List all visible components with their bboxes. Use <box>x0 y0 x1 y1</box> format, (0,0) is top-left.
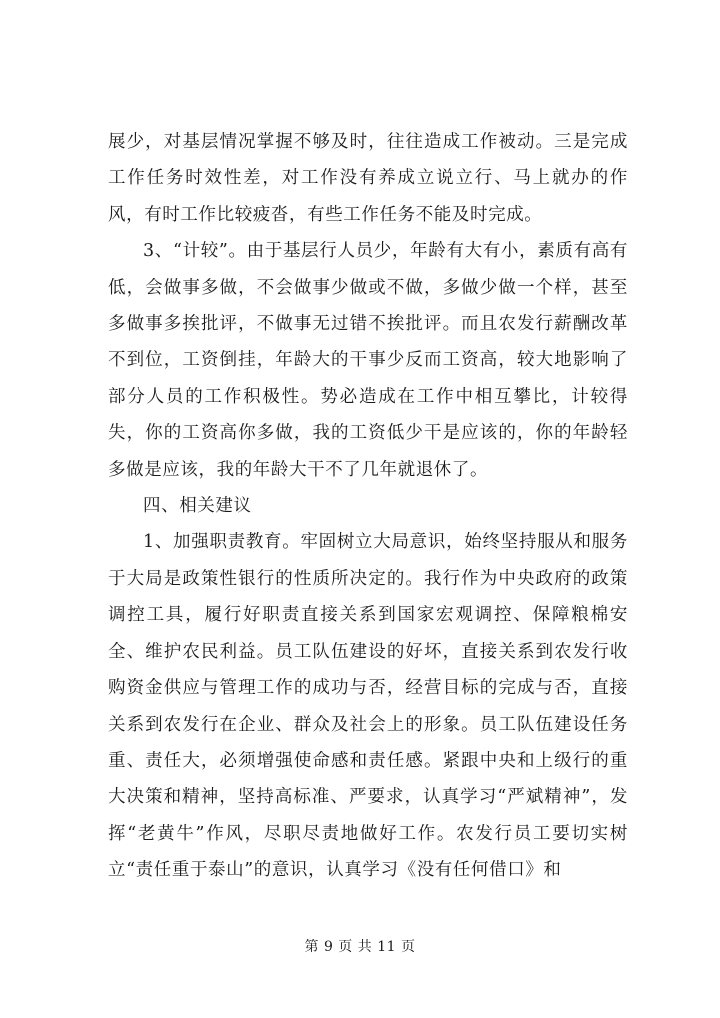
paragraph-1: 展少，对基层情况掌握不够及时，往往造成工作被动。三是完成工作任务时效性差，对工作没有养成立说立行、马上就办的作风，有时工作比较疲沓，有些工作任务不能及时完成。 <box>108 132 628 225</box>
paragraph-2: 3、“计较”。由于基层行人员少，年龄有大有小，素质有高有低，会做事多做，不会做事少做或不做，多做少做一个样，甚至多做事多挨批评，不做事无过错不挨批评。而且农发行薪酬改革不到位，工资倒挂，年龄大的干事少反而工资高，较大地影响了部分人员的工作积极性。势必造成在工作中相互攀比，计较得失，你的工资高你多做，我的工资低少干是应该的，你的年龄轻多做是应该，我的年龄大干不了几年就退休了。 <box>108 241 628 480</box>
paragraph-3: 1、加强职责教育。牢固树立大局意识，始终坚持服从和服务于大局是政策性银行的性质所决定的。我行作为中央政府的政策调控工具，履行好职责直接关系到国家宏观调控、保障粮棉安全、维护农民利益。员工队伍建设的好坏，直接关系到农发行收购资金供应与管理工作的成功与否，经营目标的完成与否，直接关系到农发行在企业、群众及社会上的形象。员工队伍建设任务重、责任大，必须增强使命感和责任感。紧跟中央和上级行的重大决策和精神，坚持高标准、严要求，认真学习“严斌精神”，发挥“老黄牛”作风，尽职尽责地做好工作。农发行员工要切实树立“责任重于泰山”的意识，认真学习《没有任何借口》和 <box>108 532 628 881</box>
page-number-footer: 第 9 页 共 11 页 <box>304 939 416 955</box>
section-heading: 四、相关建议 <box>143 496 252 517</box>
document-body <box>108 124 628 889</box>
